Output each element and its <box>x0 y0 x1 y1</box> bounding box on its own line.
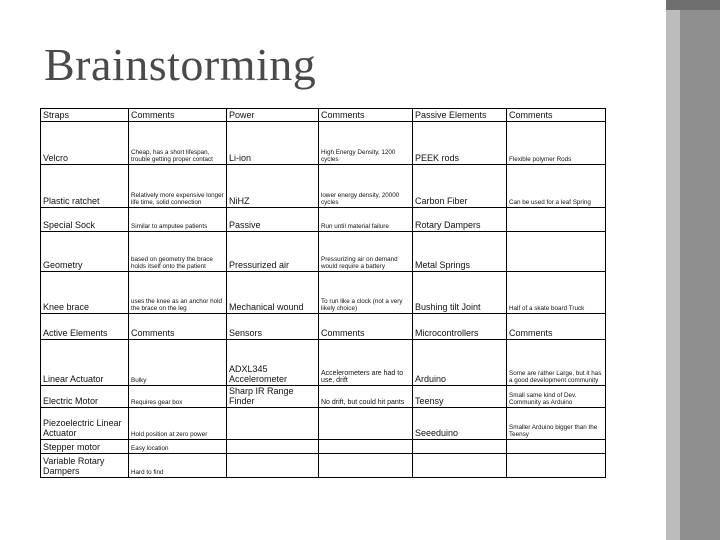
table-row <box>41 208 606 232</box>
table-cell <box>227 408 319 440</box>
table-cell: Accelerometers are had to use, drift <box>319 340 413 386</box>
table-cell: High Energy Density, 1200 cycles <box>319 122 413 165</box>
table-cell <box>507 208 606 232</box>
table-cell: Sharp IR Range Finder <box>227 386 319 408</box>
table-cell: Cheap, has a short lifespan, trouble getting proper contact <box>129 122 227 165</box>
table-cell: Bulky <box>129 340 227 386</box>
table-cell: Run until material failure <box>319 208 413 232</box>
table-cell: NiHZ <box>227 165 319 208</box>
slide-title: Brainstorming <box>44 39 317 90</box>
header-cell: Comments <box>129 314 227 340</box>
table-cell: Plastic ratchet <box>41 165 129 208</box>
table-cell <box>507 232 606 272</box>
table-cell: No drift, but could hit pants <box>319 386 413 408</box>
table-cell: Pressurizing air on demand would require a battery <box>319 232 413 272</box>
table-cell: Half of a skate board Truck <box>507 272 606 314</box>
table-row <box>41 408 606 440</box>
table-cell: ADXL345 Accelerometer <box>227 340 319 386</box>
table-cell: based on geometry the brace holds itself onto the patient <box>129 232 227 272</box>
table-cell: Metal Springs <box>413 232 507 272</box>
decorative-side-bars <box>666 0 720 540</box>
table-cell: Bushing tilt Joint <box>413 272 507 314</box>
table-cell: Similar to amputee patients <box>129 208 227 232</box>
table-row <box>41 272 606 314</box>
header-cell: Sensors <box>227 314 319 340</box>
table-row <box>41 340 606 386</box>
header-cell: Comments <box>319 109 413 122</box>
table-row <box>41 122 606 165</box>
table-header-row <box>41 314 606 340</box>
table-cell: uses the knee as an anchor hold the brace on the leg <box>129 272 227 314</box>
table-cell: PEEK rods <box>413 122 507 165</box>
header-cell: Passive Elements <box>413 109 507 122</box>
header-cell: Microcontrollers <box>413 314 507 340</box>
table-cell <box>507 454 606 478</box>
header-cell: Comments <box>507 109 606 122</box>
table-cell: Some are rather Large, but it has a good development community <box>507 340 606 386</box>
table-cell: Relatively more expensive longer life time, solid connection <box>129 165 227 208</box>
header-cell: Power <box>227 109 319 122</box>
table-row <box>41 440 606 454</box>
header-cell: Comments <box>507 314 606 340</box>
table-cell: To run like a clock (not a very likely choice) <box>319 272 413 314</box>
table-cell: Flexible polymer Rods <box>507 122 606 165</box>
brainstorm-table <box>40 108 606 478</box>
table-cell: Requires gear box <box>129 386 227 408</box>
side-bar-light <box>666 0 680 540</box>
table-cell: Seeeduino <box>413 408 507 440</box>
table-cell: Variable Rotary Dampers <box>41 454 129 478</box>
table-cell: Passive <box>227 208 319 232</box>
table-row <box>41 454 606 478</box>
table-cell: Easy location <box>129 440 227 454</box>
table-cell: Arduino <box>413 340 507 386</box>
table-cell: Velcro <box>41 122 129 165</box>
table-cell <box>413 440 507 454</box>
table-row <box>41 165 606 208</box>
side-bar-cap <box>666 0 720 10</box>
table-cell: Rotary Dampers <box>413 208 507 232</box>
header-cell: Active Elements <box>41 314 129 340</box>
table-cell: Hard to find <box>129 454 227 478</box>
table-cell <box>319 440 413 454</box>
table-row <box>41 386 606 408</box>
table-cell: Teensy <box>413 386 507 408</box>
table-cell: Mechanical wound <box>227 272 319 314</box>
table-cell <box>227 454 319 478</box>
table-cell <box>413 454 507 478</box>
table-cell: Small same kind of Dev. Community as Arduino <box>507 386 606 408</box>
header-cell: Comments <box>319 314 413 340</box>
table-cell: lower energy density, 20000 cycles <box>319 165 413 208</box>
header-cell: Comments <box>129 109 227 122</box>
table-cell: Knee brace <box>41 272 129 314</box>
table-cell: Geometry <box>41 232 129 272</box>
table-cell: Can be used for a leaf Spring <box>507 165 606 208</box>
header-cell: Straps <box>41 109 129 122</box>
table-cell: Electric Motor <box>41 386 129 408</box>
table-cell: Pressurized air <box>227 232 319 272</box>
table-cell: Smaller Arduino bigger than the Teensy <box>507 408 606 440</box>
table-cell <box>319 454 413 478</box>
side-bar-dark <box>680 0 720 540</box>
table-cell: Special Sock <box>41 208 129 232</box>
table-header-row <box>41 109 606 122</box>
table-cell: Hold position at zero power <box>129 408 227 440</box>
table-row <box>41 232 606 272</box>
table-cell: Stepper motor <box>41 440 129 454</box>
table-cell <box>227 440 319 454</box>
table-cell <box>319 408 413 440</box>
table-cell: Li-ion <box>227 122 319 165</box>
table-cell: Piezoelectric Linear Actuator <box>41 408 129 440</box>
table-cell <box>507 440 606 454</box>
table-cell: Carbon Fiber <box>413 165 507 208</box>
table-cell: Linear Actuator <box>41 340 129 386</box>
